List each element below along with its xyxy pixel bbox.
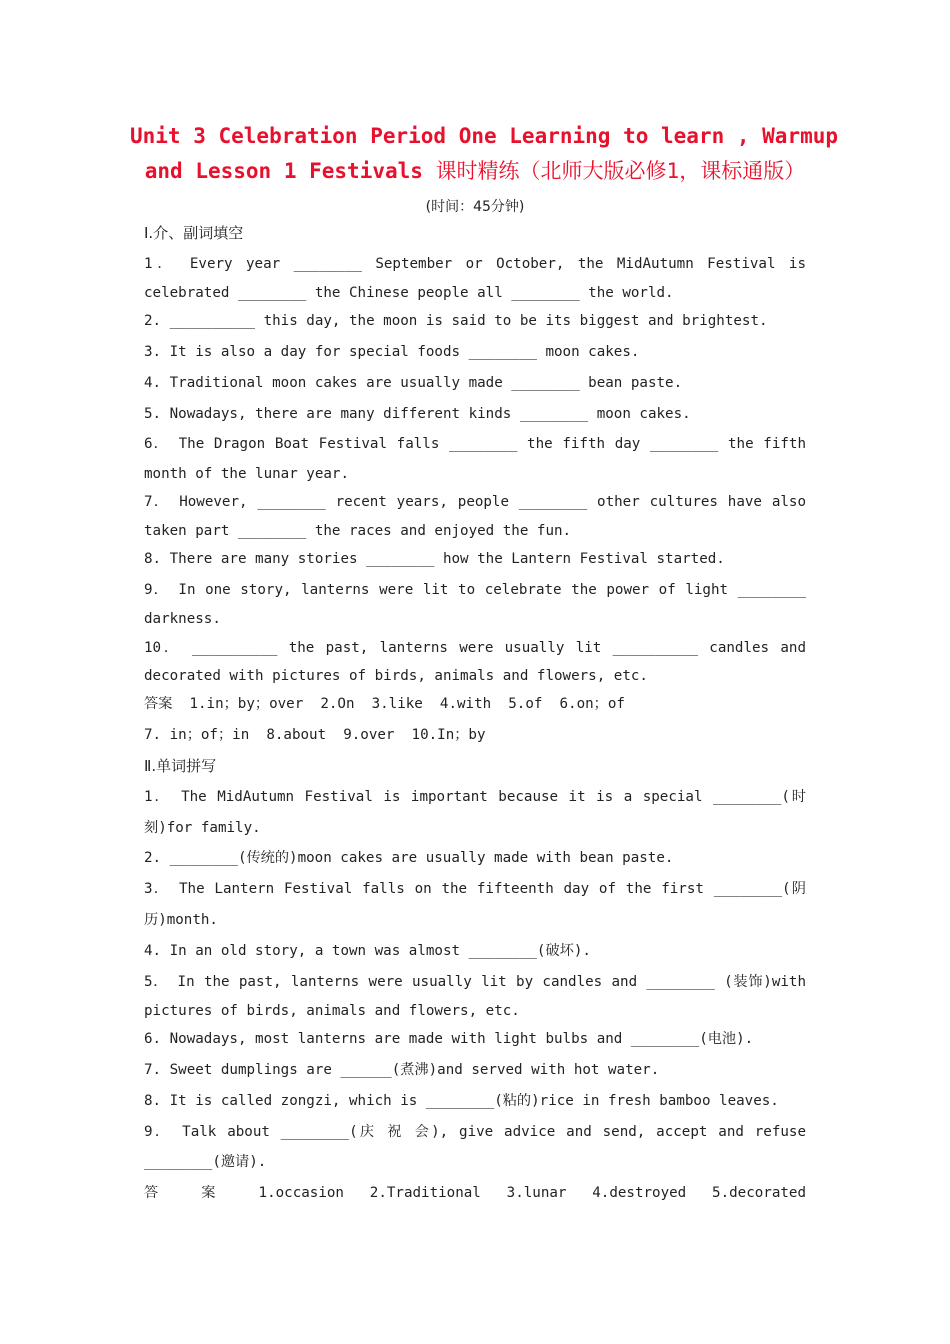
exercise-line: 3． The Lantern Festival falls on the fifteenth day of the first ________(阴 (144, 881, 806, 897)
exercise-line: 刻)for family. (144, 820, 261, 836)
answer-key-line: 7. in；of；in 8.about 9.over 10.In；by (144, 727, 486, 743)
exercise-line: 6. Nowadays, most lanterns are made with light bulbs and ________(电池). (144, 1031, 754, 1047)
answer-key-line: 答 案 1.occasion 2.Traditional 3.lunar 4.destroyed 5.decorated (144, 1185, 806, 1201)
exercise-line: darkness. (144, 611, 221, 627)
exercise-line: celebrated ________ the Chinese people all ________ the world. (144, 285, 674, 301)
exercise-line: 8. There are many stories ________ how the Lantern Festival started. (144, 551, 725, 567)
exercise-line: 5． In the past, lanterns were usually lit by candles and ________ (装饰)with (144, 974, 806, 990)
exercise-line: 9． In one story, lanterns were lit to celebrate the power of light ________ (144, 582, 806, 598)
exercise-line: 9． Talk about ________(庆 祝 会), give advice and send, accept and refuse (144, 1124, 806, 1140)
exercise-line: 3. It is also a day for special foods ________ moon cakes. (144, 344, 640, 360)
section-heading-prepositions: I.介、副词填空 (144, 224, 244, 242)
exercise-line: 4. Traditional moon cakes are usually made ________ bean paste. (144, 375, 683, 391)
title-english-part: and Lesson 1 Festivals (144, 159, 436, 183)
exercise-line: decorated with pictures of birds, animals and flowers, etc. (144, 668, 648, 684)
title-chinese-part: 课时精练（北师大版必修1，课标通版） (435, 159, 806, 183)
exercise-line: 4. In an old story, a town was almost ________(破坏). (144, 943, 591, 959)
exercise-line: 1． The MidAutumn Festival is important because it is a special ________(时 (144, 789, 806, 805)
document-title-line2 (130, 154, 820, 188)
section-heading-spelling: Ⅱ.单词拼写 (144, 757, 217, 775)
exercise-line: pictures of birds, animals and flowers, etc. (144, 1003, 520, 1019)
exercise-line: 历)month. (144, 912, 218, 928)
exercise-line: 7． However, ________ recent years, people ________ other cultures have also (144, 494, 806, 510)
exercise-line: 10． __________ the past, lanterns were usually lit __________ candles and (144, 640, 806, 656)
exercise-line: 7. Sweet dumplings are ______(煮沸)and served with hot water. (144, 1062, 660, 1078)
exercise-line: ________(邀请). (144, 1154, 267, 1170)
document-title-line1: Unit 3 Celebration Period One Learning to learn , Warmup (130, 124, 839, 148)
answer-key-line: 答案 1.in；by；over 2.On 3.like 4.with 5.of 6.on；of (144, 696, 625, 712)
exercise-line: month of the lunar year. (144, 466, 349, 482)
exercise-line: taken part ________ the races and enjoyed the fun. (144, 523, 572, 539)
exercise-line: 5. Nowadays, there are many different kinds ________ moon cakes. (144, 406, 691, 422)
exercise-line: 2. ________(传统的)moon cakes are usually made with bean paste. (144, 850, 674, 866)
time-limit: (时间：45分钟) (425, 199, 525, 215)
exercise-line: 1． Every year ________ September or October, the MidAutumn Festival is (144, 256, 806, 272)
exercise-line: 6． The Dragon Boat Festival falls ________ the fifth day ________ the fifth (144, 436, 806, 452)
exercise-line: 2. __________ this day, the moon is said to be its biggest and brightest. (144, 313, 768, 329)
exercise-line: 8. It is called zongzi, which is ________(粘的)rice in fresh bamboo leaves. (144, 1093, 779, 1109)
